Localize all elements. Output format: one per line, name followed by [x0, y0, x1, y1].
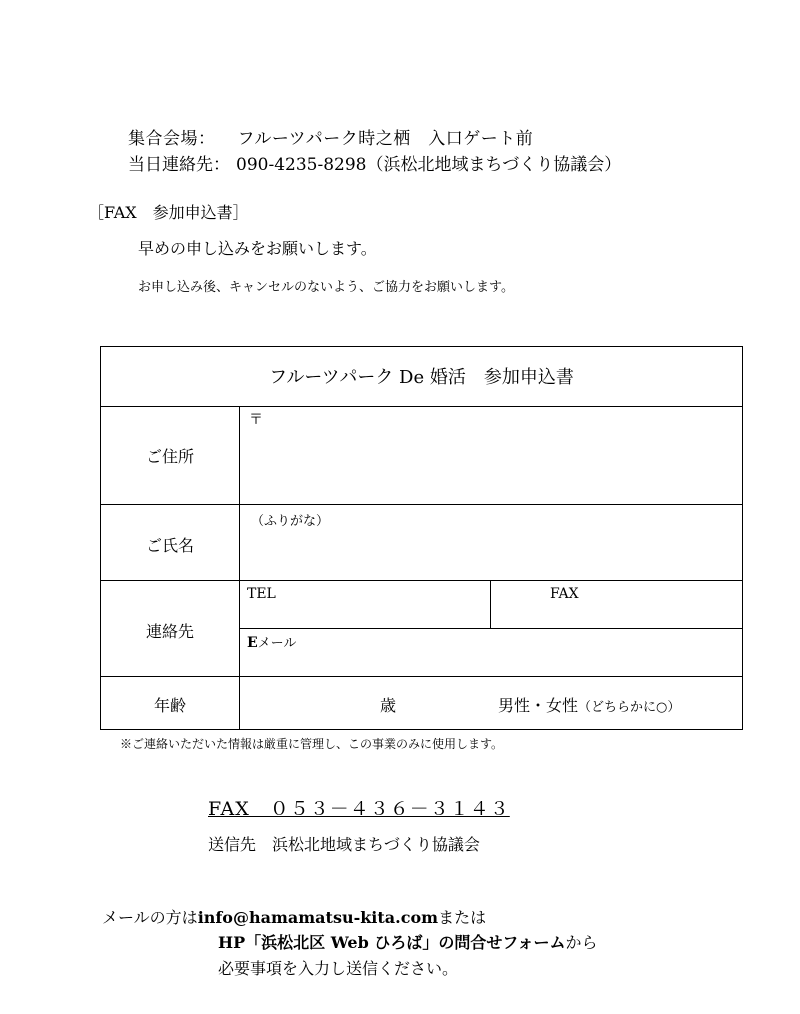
meeting-place-label: 集合会場： [128, 129, 216, 149]
mail-suffix: または [438, 908, 487, 927]
mail-prefix: メールの方は [102, 908, 198, 927]
contact-line [128, 150, 621, 175]
email-prefix: E [247, 635, 258, 651]
hp-form-link[interactable]: HP「浜松北区 Web ひろば」の問合せフォーム [218, 933, 566, 952]
meeting-place-line [128, 124, 533, 149]
furigana-label: （ふりがな） [251, 514, 330, 529]
hp-suffix: から [565, 933, 598, 952]
fax-label: FAX [550, 586, 579, 602]
age-label: 年齢 [153, 696, 186, 715]
tel-label: TEL [247, 586, 276, 602]
mail-line-1 [102, 905, 486, 928]
contact-value: 090-4235-8298（浜松北地域まちづくり協議会） [236, 155, 622, 175]
age-unit: 歳 [380, 696, 397, 715]
privacy-notice: ※ご連絡いただいた情報は厳重に管理し、この事業のみに使用します。 [120, 737, 504, 751]
mail-address[interactable]: info@hamamatsu-kita.com [197, 908, 439, 927]
intro-line-2: お申し込み後、キャンセルのないよう、ご協力をお願いします。 [138, 280, 514, 295]
address-field[interactable] [241, 409, 741, 501]
gender-text: 男性・女性 [498, 696, 579, 715]
form-title: フルーツパーク De 婚活 参加申込書 [269, 367, 574, 388]
postal-mark: 〒 [249, 412, 263, 428]
address-label: ご住所 [145, 447, 194, 466]
fax-destination: 送信先 浜松北地域まちづくり協議会 [208, 835, 480, 854]
email-suffix: メール [257, 636, 297, 651]
application-form [100, 346, 743, 730]
fax-number: FAX ０５３－４３６－３１４３ [208, 798, 510, 820]
name-field[interactable] [241, 507, 741, 579]
mail-line-3: 必要事項を入力し送信ください。 [218, 959, 459, 978]
age-field[interactable] [241, 679, 491, 727]
gender-options[interactable] [498, 693, 680, 716]
meeting-place-value: フルーツパーク時之栖 入口ゲート前 [237, 129, 534, 149]
gender-note: （どちらかに○） [578, 700, 681, 715]
contact-row-label: 連絡先 [145, 622, 194, 641]
tel-field[interactable] [241, 583, 488, 627]
intro-line-1: 早めの申し込みをお願いします。 [138, 239, 377, 258]
mail-line-2 [218, 930, 598, 953]
email-field[interactable] [241, 630, 741, 674]
contact-label: 当日連絡先： [128, 155, 230, 175]
section-title: ［FAX 参加申込書］ [88, 203, 249, 222]
name-label: ご氏名 [145, 536, 194, 555]
fax-field[interactable] [492, 583, 741, 627]
